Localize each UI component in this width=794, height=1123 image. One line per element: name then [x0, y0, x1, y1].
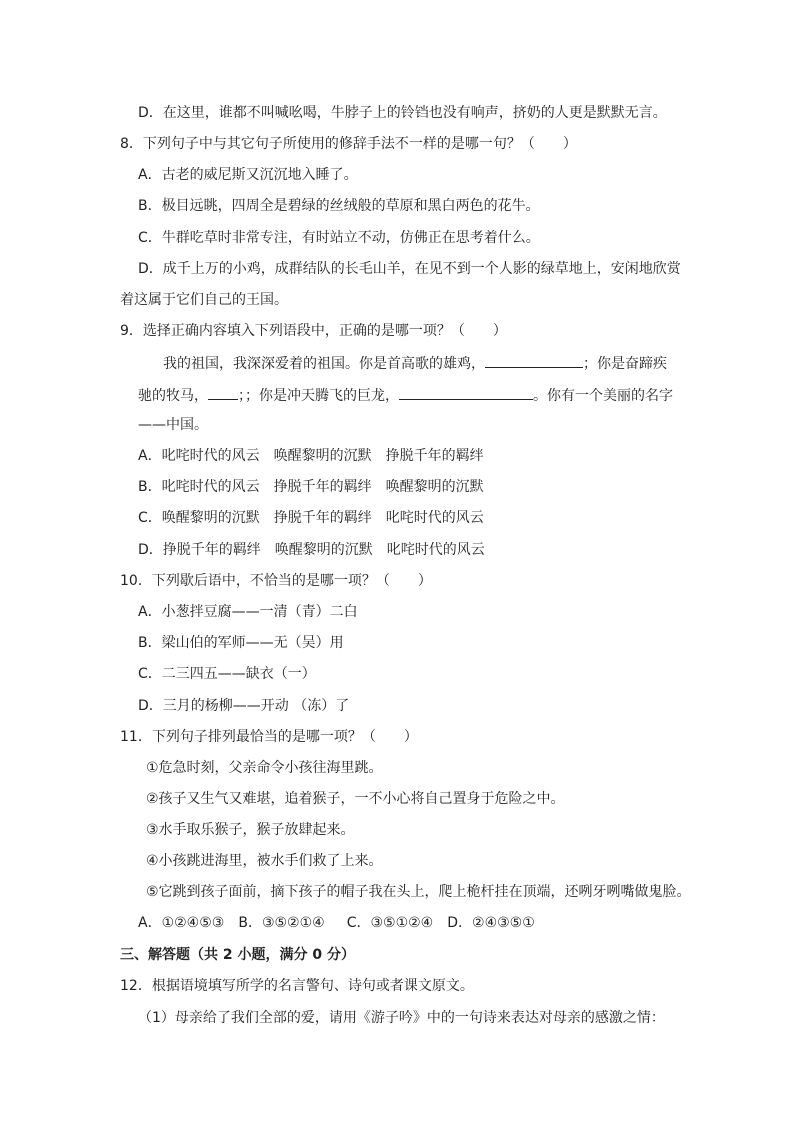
- q11-sentence-3: ③水手取乐猴子，猴子放肆起来。: [146, 822, 355, 838]
- q12-sub1: （1）母亲给了我们全部的爱，请用《游子吟》中的一句诗来表达对母亲的感激之情：: [138, 1010, 665, 1026]
- q9-option-a: A．叱咤时代的风云 唤醒黎明的沉默 挣脱千年的羁绊: [138, 448, 484, 464]
- q9-blank-3: [399, 384, 533, 400]
- q11-option-d: D．②④③⑤①: [447, 915, 535, 931]
- q10-option-a: A．小葱拌豆腐——一清（青）二白: [138, 604, 358, 620]
- q8-option-d-line2: 着这属于它们自己的王国。: [120, 292, 288, 308]
- q9-passage-line2: [0, 384, 794, 404]
- q10-option-b: B．梁山伯的军师——无（吴）用: [138, 635, 344, 651]
- q11-sentence-5: ⑤它跳到孩子面前，摘下孩子的帽子我在头上，爬上桅杆挂在顶端，还咧牙咧嘴做鬼脸。: [146, 884, 691, 900]
- q9-passage-text: ；你是奋蹄疾: [583, 356, 667, 372]
- q10-stem: 10．下列歇后语中，不恰当的是哪一项？（ ）: [120, 573, 432, 589]
- q11-option-a: A．①②④⑤③: [138, 915, 225, 931]
- q10-option-c: C．二三四五——缺衣（一）: [138, 666, 316, 682]
- q8-option-a: A．古老的威尼斯又沉沉地入睡了。: [138, 167, 358, 183]
- q11-options: [0, 913, 794, 933]
- q8-option-b: B．极目远眺，四周全是碧绿的丝绒般的草原和黑白两色的花牛。: [138, 198, 540, 214]
- q9-blank-2: [208, 384, 238, 400]
- q9-option-d: D．挣脱千年的羁绊 唤醒黎明的沉默 叱咤时代的风云: [138, 542, 485, 558]
- q9-passage-text: 。你有一个美丽的名字: [533, 388, 673, 404]
- q9-option-c: C．唤醒黎明的沉默 挣脱千年的羁绊 叱咤时代的风云: [138, 510, 484, 526]
- q11-sentence-4: ④小孩跳进海里，被水手们救了上来。: [146, 853, 383, 869]
- q7-option-d: D．在这里，谁都不叫喊吆喝，牛脖子上的铃铛也没有响声，挤奶的人更是默默无言。: [138, 105, 667, 121]
- q9-stem: 9．选择正确内容填入下列语段中，正确的是哪一项？（ ）: [120, 323, 507, 339]
- q8-stem: 8．下列句子中与其它句子所使用的修辞手法不一样的是哪一句？（ ）: [120, 136, 577, 152]
- q12-stem: 12．根据语境填写所学的名言警句、诗句或者课文原文。: [120, 978, 474, 994]
- q11-stem: 11．下列句子排列最恰当的是哪一项？（ ）: [120, 729, 418, 745]
- q9-passage-text: 驰的牧马，: [138, 388, 208, 404]
- q9-passage-text: ；；你是冲天腾飞的巨龙，: [238, 388, 399, 404]
- q9-passage-line3: ——中国。: [138, 417, 208, 433]
- q11-sentence-1: ①危急时刻，父亲命令小孩往海里跳。: [146, 760, 383, 776]
- q9-passage-text: 我的祖国，我深深爱着的祖国。你是首高歌的雄鸡，: [163, 356, 485, 372]
- q11-option-c: C．③⑤①②④: [346, 915, 434, 931]
- q11-option-b: B．③⑤②①④: [238, 915, 325, 931]
- q9-passage-line1: [0, 352, 794, 372]
- q9-option-b: B．叱咤时代的风云 挣脱千年的羁绊 唤醒黎明的沉默: [138, 479, 484, 495]
- q9-blank-1: [485, 352, 583, 368]
- q11-sentence-2: ②孩子又生气又难堪，追着猴子，一不小心将自己置身于危险之中。: [146, 791, 565, 807]
- section3-heading: 三、解答题（共 2 小题，满分 0 分）: [120, 947, 355, 963]
- q10-option-d: D．三月的杨柳——开动 （冻）了: [138, 698, 350, 714]
- q8-option-c: C．牛群吃草时非常专注，有时站立不动，仿佛正在思考着什么。: [138, 230, 540, 246]
- q8-option-d-line1: D．成千上万的小鸡，成群结队的长毛山羊，在见不到一个人影的绿草地上，安闲地欣赏: [138, 261, 681, 277]
